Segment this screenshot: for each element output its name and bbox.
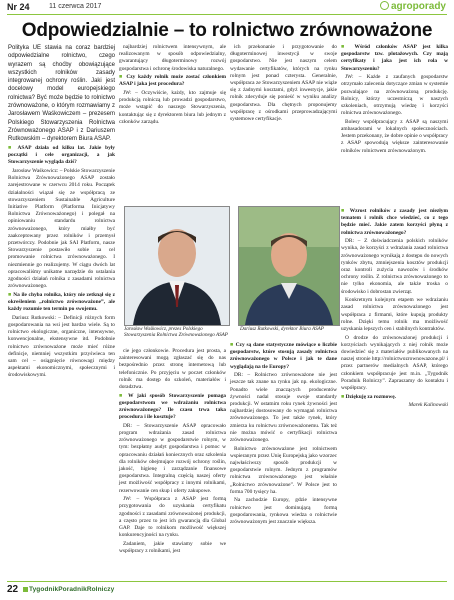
column-2-top bbox=[119, 44, 226, 204]
column-3-top bbox=[230, 44, 337, 202]
answer: O drodze do zrównoważonej produkcji i korzyściach wynikających z niej rolnik może dowiedzieć się z materiałów publikowanych na naszej stronie http://rolnictwozrownowazone.pl/ i przez partnerów medialnych ASAP, którego członkiem współpracuje jest m.in. „Tygodnik Poradnik Rolniczy”. Zapraszamy do kontaktu i współpracy. bbox=[341, 334, 448, 392]
page-number: 22 bbox=[7, 584, 19, 595]
magazine-logo-text: TygodnikPoradnikRolniczy bbox=[29, 586, 115, 593]
section-name: agroporady bbox=[390, 1, 446, 12]
question: ■ W jaki sposób Stowarzyszenie pomaga gospodarstwom we wdrażaniu rolnictwa zrównoważonego? Ile czasu trwa taka procedura i ile kosztuje? bbox=[119, 393, 226, 422]
answer: Bolesy współpracujący z ASAP są naszymi ambasadorami w lokalnych społecznościach. Jestem przekonany, że dobre opinie o współpracy z ASAP spowodują większe zainteresowanie rolników rolnictwem zrównoważonym. bbox=[341, 118, 448, 154]
question: ■ Czy każdy rolnik może zostać członkiem ASAP i jaka jest procedura? bbox=[119, 74, 226, 88]
magazine-logo bbox=[22, 586, 114, 593]
answer: DR: – Z doświadczenia polskich rolników wynika, że korzyści z wdrażania zasad rolnictwa zrównoważonego wynikają z dostępu do nowych rynków zbytu, zmniejszenia kosztów produkcji oraz kontroli zużycia nawozów i środków ochrony roślin. Z rolnictwa zrównoważonego to nie tylko ekonomia, ale także troska o środowisko i dobrostan zwierząt. bbox=[341, 238, 448, 295]
issue-number: Nr 24 bbox=[7, 2, 30, 12]
paragraph: cie jego członkowie. Procedura jest prosta, a zainteresowani mogą zgłaszać się do nas bezpośrednio przez stronę internetową lub telefonicznie. Po przyjęciu w poczet członków rolnik ma dostęp do szkoleń, materiałów i doradztwa. bbox=[119, 348, 226, 391]
article-lead: Polityka UE stawia na coraz bardziej odpowiedzialne rolnictwo, czego wyrazem są choćby obowiązujące wszystkich rolników zasady integrowanej ochrony roślin. Jaki jest docelowy model europejskiego rolnictwa? Być może będzie to rolnictwo zrównoważone, o którym rozmawiamy z Jarosławem Waśkowiczem – prezesem Polskiego Stowarzyszenia Rolnictwa Zrównoważonego ASAP i z Dariuszem Rutkowskim – dyrektorem Biura ASAP. bbox=[8, 45, 115, 143]
question: ■ Wśród członków ASAP jest kilka gospodarstw tzw. plotażowych. Czy mają certyfikaty i jaka jest ich rola w Stowarzyszeniu? bbox=[341, 44, 448, 73]
closing-line: ■ Dziękuję za rozmowę. bbox=[341, 394, 448, 401]
answer: JW: – Każde z zaufanych gospodarstw otrzymało zalecenia dotyczące zmian w systemie pozwalające na zrównoważoną produkcję. Rolnicy, którzy uczestniczą w naszych szkoleniach, otrzymują wiedzę i korzyści rolnictwa zrównoważonego. bbox=[341, 74, 448, 117]
answer: JW: – Oczywiście, każdy, kto zajmuje się produkcją rolniczą lub prowadzi gospodarstwo, może wstąpić do naszego Stowarzyszenia, kontaktując się z dyrektorem biura lub jednym z członków zarządu. bbox=[119, 90, 226, 125]
answer: Zadaniem, jakie stawiamy sobie we współpracy z rolnikami, jest bbox=[119, 540, 226, 555]
portrait-waskowicz-illustration bbox=[125, 207, 229, 325]
page-header bbox=[0, 0, 454, 14]
answer: DR: – Rolnictwo zrównoważone nie jest jeszcze tak znane na rynku jak np. ekologiczne. Ponadto wiele znaczących producentów żywności nadal stosuje swoje standardy produkcji. W ostatnim roku rynek żywności jest najbardziej dostosowany do wymagań rolnictwa zrównoważonego. To jest także rynek, który zmierza ku rolnictwu zrównoważonemu. Tak też nie można mówić o certyfikacji rolnictwa zrównoważonego. bbox=[230, 372, 337, 444]
question: ■ ASAP działa od kilku lat. Jakie były początki i cele organizacji, a jak Stowarzyszenie wygląda dziś? bbox=[8, 145, 115, 167]
answer: Dariusz Rutkowski: – Definicji różnych form gospodarowania na wsi jest bardzo wiele. Są to rolnictwo ekologiczne, organiczne, intensywne, konwencjonalne, ekstensywne itd. Podobnie rolnictwo zrównoważone może mieć różne definicje, niemniej wszystkim przyświeca ten sam cel – osiągnięcie równowagi między aspektami ekonomicznymi, społecznymi i środowiskowymi. bbox=[8, 314, 115, 379]
article-title: Odpowiedzialnie – to rolnictwo zrównoważone bbox=[21, 20, 433, 41]
question: ■ Czy są dane statystyczne mówiące o liczbie gospodarstw, które stosują zasady rolnictwa zrównoważonego w Polsce i jak te dane wyglądają na tle Europy? bbox=[230, 342, 337, 371]
column-3-bottom bbox=[230, 342, 337, 580]
answer: DR: – Stowarzyszenie ASAP opracowało program wdrażania zasad rolnictwa zrównoważonego w gospodarstwie rolnym, w tym: bezpłatny audyt gospodarstwa i pomoc w opracowaniu działań koniecznych oraz szkolenia dla rolników obejmujące rozwój ochrony roślin, jakość, higienę i zarządzanie finansowe gospodarstwa. Integralną częścią naszej oferty jest możliwość współpracy z innymi rolnikami, rezerwowanie cen skup i oferty zakupowe. bbox=[119, 422, 226, 494]
column-4-top bbox=[341, 44, 448, 204]
answer: Na zachodzie Europy, gdzie intensywne rolnictwo jest dominującą formą gospodarowania, rynkowa wiedza o rolnictwie zrównoważonym jest znacznie większa. bbox=[230, 497, 337, 526]
logo-box-icon bbox=[23, 587, 28, 592]
author-signature: Marek Kalinowski bbox=[408, 402, 448, 409]
page-footer bbox=[0, 582, 454, 600]
photo-caption-right: Dariusz Rutkowski, dyrektor Biura ASAP bbox=[240, 326, 324, 332]
column-2-bottom bbox=[119, 348, 226, 580]
column-4-bottom bbox=[341, 208, 448, 580]
issue-date: 11 czerwca 2017 bbox=[49, 3, 102, 10]
answer: Rolnictwo zrównoważone jest rolnictwem wspieranym przez Unię Europejską jako wzorzec najwłaściwszy sposób produkcji w gospodarstwie rolnym. Jednym z programów rolnictwa zrównoważonego jest właśnie „Rolnictwo zrównoważone”. W Polsce jest to forma 700 tysięcy ha. bbox=[230, 445, 337, 495]
photo-caption-left: Jarosław Waśkowicz, prezes Polskiego Stowarzyszenia Rolnictwa Zrównoważonego ASAP bbox=[124, 326, 228, 339]
answer: Jarosław Waśkowicz: – Polskie Stowarzyszenie Rolnictwa Zrównoważonego ASAP zostało zarejestrowane w czerwcu 2014 roku. Początek działalności wiązał się ze współpracą ze stowarzyszeniem Sustainable Agriculture Initiative Platform (Platforma Inicjatywy Rolnictwa Zrównoważonego) i polegał na opiniowaniu standardu rolnictwa zrównoważonego, który miałby być zaakceptowany przez rolników i przemysł przetwórczy. Podobnie jak SAI Platform, nasze Stowarzyszenie postawiło sobie za cel promowanie rolnictwa zrównoważonego. I niezmiennie go realizujemy. W ciągu dwóch lat opracowaliśmy unikatne narzędzie do ustalania zgodności działań rolnika z zasadami rolnictwa zrównoważonego. bbox=[8, 167, 115, 290]
paragraph: najbardziej rolnictwem intensywnym, ale realizowanym w sposób odpowiedzialny, gwarantujący długoterminowy rozwój gospodarstwa i ochronę środowiska naturalnego. bbox=[119, 44, 226, 72]
paragraph: ich przekonanie i przygotowanie do długoterminowej inwestycji w swoje gospodarstwo. Nie jest naszym celem wydawanie certyfikatów, których na rynku rolnym jest ponad czterysta. Generalnie, współpraca ze Stowarzyszeniem ASAP nie wiąże się z żadnymi kosztami, gdyż inwestycje, jakie rolnik zdecyduje się ponieść w wyniku analizy gospodarstwa. Dla chętnych proponujemy współpracę z ośrodkami przeprowadzającymi systemowe certyfikacje. bbox=[230, 44, 337, 123]
portrait-photo-rutkowski bbox=[238, 206, 340, 326]
portrait-rutkowski-illustration bbox=[239, 207, 339, 325]
question: ■ Wzrost rolników z zasady jest niezłym tematem i rolnik chce wiedzieć, co z tego będzie mieć. Jakie zatem korzyści płyną z rolnictwa zrównoważonego? bbox=[341, 208, 448, 237]
leaf-icon bbox=[380, 1, 389, 10]
column-1 bbox=[8, 44, 115, 580]
portrait-photo-waskowicz bbox=[124, 206, 230, 326]
section-label bbox=[380, 1, 446, 12]
answer: Konkretnym kolejnym etapem we wdrażaniu zasad rolnictwa zrównoważonego jest współpraca z firmami, które kupują produkty rolne. Dzięki temu rolnik ma możliwość uzyskania lepszych cen i stabilnych kontraktów. bbox=[341, 297, 448, 333]
answer: JW: – Współpraca z ASAP jest formą przygotowania do uzyskania certyfikatu zgodności z zasadami zrównoważonej produkcji, a często przez to jest ich gwarancją dla Global GAP. Daje to rolnikom możliwość większej konkurencyjności na rynku. bbox=[119, 496, 226, 539]
header-rule bbox=[7, 14, 447, 15]
question: ■ Na ile chyba rolnika, który nie zetknął się z określeniem „rolnictwo zrównoważone”, ale każdy rozumie ten termin po swojemu. bbox=[8, 292, 115, 314]
